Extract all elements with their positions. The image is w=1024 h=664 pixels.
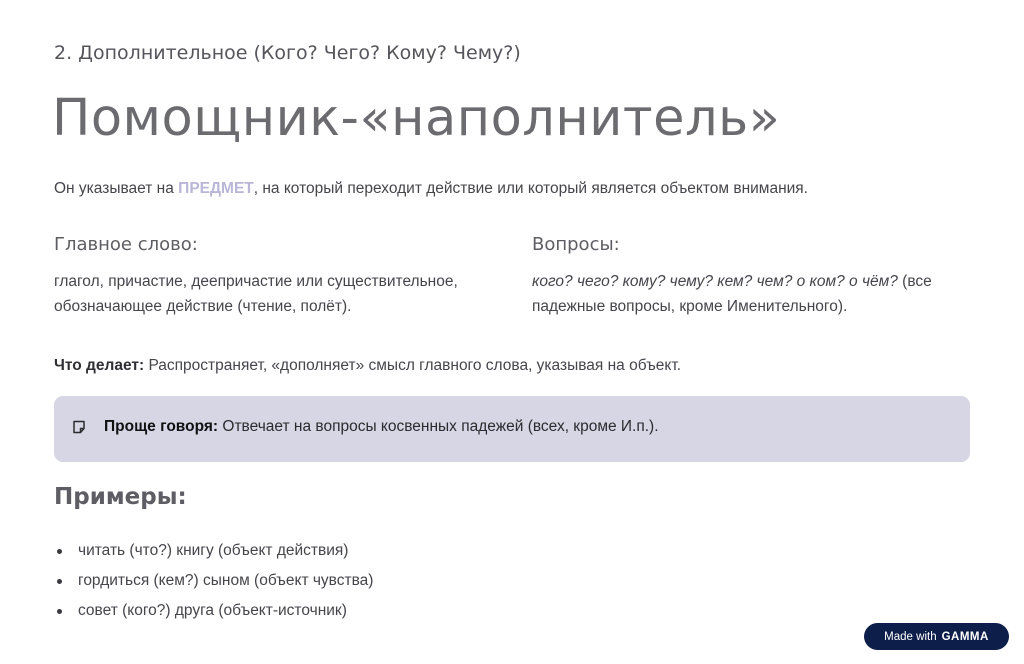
- list-item: [54, 566, 373, 596]
- example-text: совет (кого?) друга (объект-источник): [78, 602, 347, 619]
- intro-text-after: , на который переходит действие или который является объектом внимания.: [253, 180, 808, 197]
- callout-text: [104, 418, 659, 436]
- intro-paragraph: [54, 180, 808, 198]
- made-with-gamma-badge[interactable]: [864, 623, 1009, 650]
- bullet-icon: [57, 609, 62, 614]
- gamma-logo: GAMMA: [941, 630, 989, 643]
- main-word-text: глагол, причастие, деепричастие или существительное, обозначающее действие (чтение, полёт).: [54, 273, 458, 315]
- questions-note: (все падежные вопросы, кроме Именительного).: [532, 273, 932, 315]
- page-title: Помощник-«наполнитель»: [52, 89, 781, 148]
- function-label: Что делает:: [54, 357, 145, 374]
- questions-column: [532, 234, 962, 319]
- simply-put-callout: [54, 396, 970, 462]
- intro-text-before: Он указывает на: [54, 180, 179, 197]
- questions-heading: Вопросы:: [532, 234, 620, 255]
- function-line: [54, 357, 681, 375]
- main-word-column: [54, 234, 484, 319]
- section-subtitle: 2. Дополнительное (Кого? Чего? Кому? Чему?): [54, 42, 521, 64]
- main-word-heading: Главное слово:: [54, 234, 198, 255]
- examples-heading: Примеры:: [54, 484, 187, 510]
- callout-body: Отвечает на вопросы косвенных падежей (всех, кроме И.п.).: [218, 418, 659, 435]
- list-item: [54, 536, 373, 566]
- bullet-icon: [57, 549, 62, 554]
- bullet-icon: [57, 579, 62, 584]
- example-text: гордиться (кем?) сыном (объект чувства): [78, 572, 374, 589]
- function-text: Распространяет, «дополняет» смысл главного слова, указывая на объект.: [144, 357, 682, 374]
- badge-prefix: Made with: [884, 630, 937, 643]
- example-text: читать (что?) книгу (объект действия): [78, 542, 349, 559]
- note-icon: [72, 420, 86, 434]
- intro-accent-word: ПРЕДМЕТ: [178, 180, 254, 197]
- callout-label: Проще говоря:: [104, 418, 219, 435]
- list-item: [54, 596, 373, 626]
- questions-text: [532, 269, 962, 319]
- examples-list: [54, 536, 373, 626]
- questions-list: кого? чего? кому? чему? кем? чем? о ком? о чём?: [532, 273, 898, 290]
